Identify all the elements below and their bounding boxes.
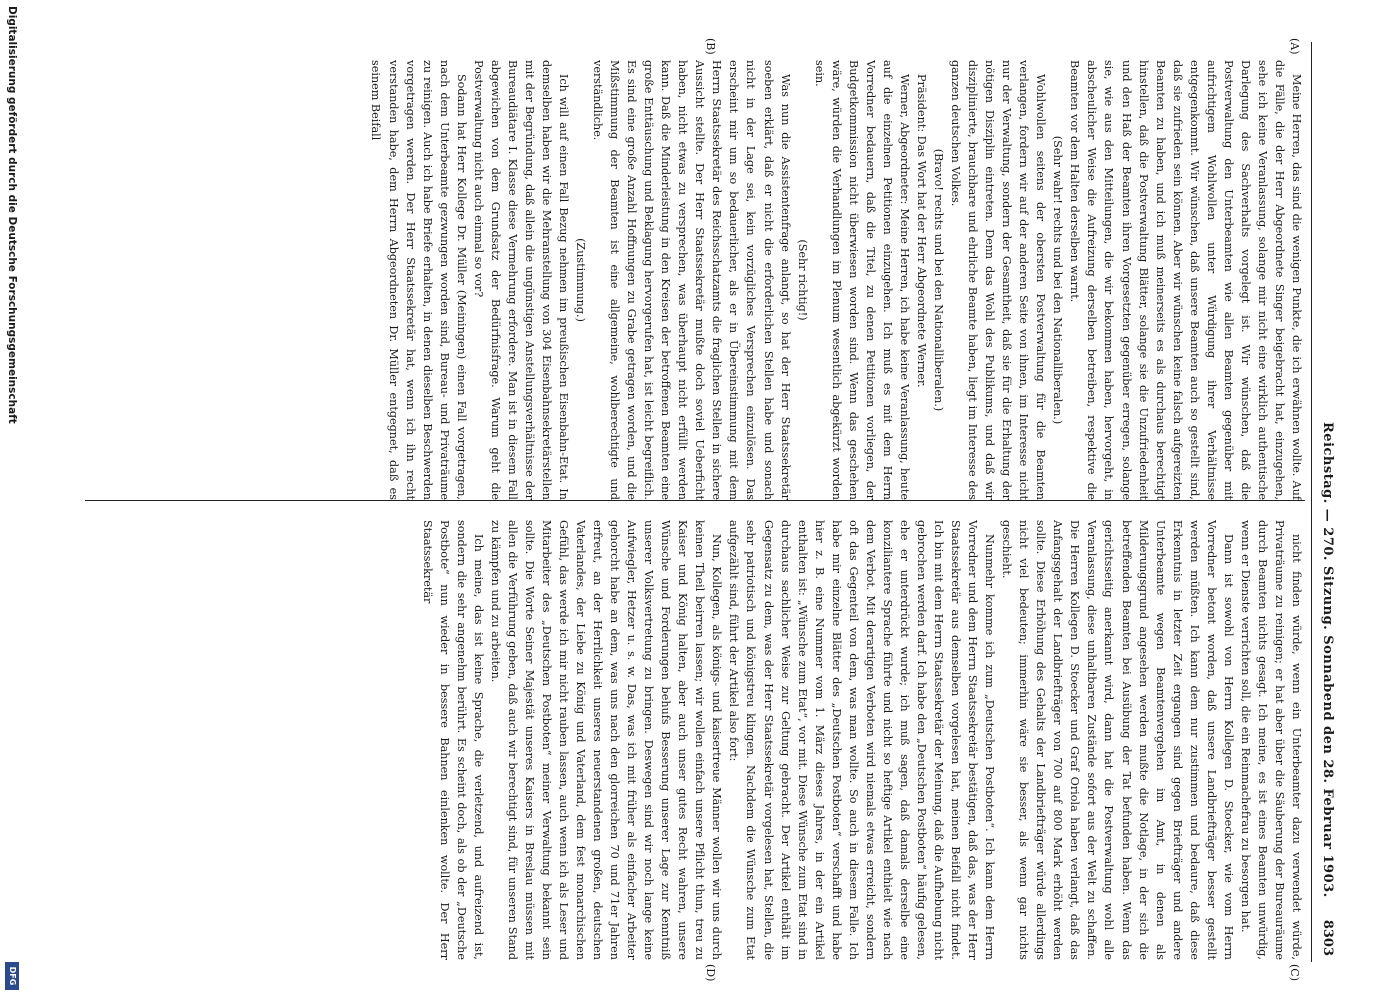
right-column xyxy=(85,520,1305,960)
interjection: (Sehr wahr! rechts und bei den Nationalliberalen.) xyxy=(1051,135,1065,425)
running-title: Reichstag. — 270. Sitzung. Sonnabend den 28. Februar 1903. xyxy=(1320,422,1335,898)
paragraph: Wohlwollen seitens der obersten Postverwaltung für die Beamten verlangen, fordern wir auf der anderen Seite von ihnen, im Interesse nicht nur der Verwaltung, sondern der Gesamtheit, daß sie für die Erhaltung der nötigen Disziplin eintreten. Denn das Wohl des Publikums, und daß wir disziplinierte, brauchbare und ehrliche Beamte haben, liegt im Interesse des ganzen deutschen Volkes. xyxy=(949,60,1048,500)
speaker-paragraph: Werner, Abgeordneter: Meine Herren, ich habe keine Veranlassung, heute auf die einzelnen Petitionen einzugehen. Ich muß es mit dem Herrn Vorredner bedauern, daß die Titel, zu denen Petitionen vorliegen, der Budgetkommission nicht überwiesen worden sind. Wenn das geschehen wäre, würden die Verhandlungen im Plenum wesentlich abgekürzt worden sein. xyxy=(812,60,911,500)
margin-mark-a: (A) xyxy=(1288,38,1301,55)
dfg-logo-icon: DFG xyxy=(5,962,19,990)
digitization-credit xyxy=(0,6,22,996)
interjection: (Bravo! rechts und bei den Nationalliberalen.) xyxy=(932,148,946,412)
page-number: 8303 xyxy=(1320,919,1335,956)
header-rule xyxy=(1311,42,1312,962)
paragraph: Ich will auf einen Fall Bezug nehmen im preußischen Eisenbahn-Etat. In demselben haben wir die Mehranstellung von 304 Eisenbahnsekretärstellen mit der Begründung, daß allein die ungünstigen Anstellungsverhältnisse der Bureaudiätare I. Klasse diese Vermehrung erfordere. Man ist in diesem Fall abgewichen von dem Grundsatz der Bedürfnisfrage. Warum geht die Postverwaltung nicht auch einmal so vor? xyxy=(471,60,570,500)
paragraph: nicht finden würde, wenn ein Unterbeamter dazu verwendet würde, Privaträume zu reinigen; er hat aber über die Säuberung der Bureauräume durch Beamten nichts gesagt. Ich meine, es ist eines Beamten unwürdig, wenn er Dienste verrichten soll, die ein Reinmachefrau zu besorgen hat. xyxy=(1238,520,1303,960)
page-header xyxy=(1313,42,1337,962)
margin-mark-c: (C) xyxy=(1288,964,1301,981)
left-column xyxy=(85,60,1305,500)
paragraph: Meine Herren, das sind die wenigen Punkte, die ich erwähnen wollte. Auf die Fälle, die der Herr Abgeordnete Singer beigebracht hat, einzugehen, sehe ich keine Veranlassung, solange mir nicht eine wirklich authentische Darlegung des Sachverhalts vorgelegt ist. Wir wünschen, daß die Postverwaltung den Unterbeamten wie allen Beamten gegenüber mit aufrichtigem Wohlwollen unter Würdigung ihrer Verhältnisse entgegenkommt. Wir wünschen, daß unsere Beamten auch so gestellt sind, daß sie zufrieden sein können. Aber wir wünschen keine falsch aufgereizten Beamten zu haben, und ich muß meinerseits es als durchaus berechtigt hinstellen, daß die Postverwaltung Blätter, solange sie die Unzufriedenheit und den Haß der Beamten ihren Vorgesetzten gegenüber erregen, solange sie, wie aus den Mitteilungen, die wir bekommen haben, hervorgeht, in abscheulicher Weise die Aufreizung derselben betreiben, respektive die Beamten vor dem Halten derselben warnt. xyxy=(1068,60,1303,500)
speaker-paragraph: Präsident: Das Wort hat der Herr Abgeordnete Werner. xyxy=(914,74,928,388)
paragraph: Ich meine, das ist keine Sprache, die verletzend, und aufreizend ist, sondern die sehr angenehm berührt. Es scheint doch, als ob der „Deutsche Postbote“ nun wieder in bessere Bahnen einlenken wollte. Der Herr Staatssekretär xyxy=(420,520,485,960)
interjection: (Sehr richtig!) xyxy=(795,239,809,321)
paragraph: Was nun die Assistentenfrage anlangt, so hat der Herr Staatssekretär soeben erklärt, daß er nicht die erforderlichen Stellen habe und sonach nicht in der Lage sei, kein vorzügliches Versprechen einzulösen. Das erscheint mir um so bedauerlicher, als er in Übereinstimmung mit dem Herrn Staatssekretär des Reichsschatzamts die fraglichen Stellen in sichere Aussicht stellte. Der Herr Staatssekretär mußte doch soviel Ueberficht haben, nicht etwas zu versprechen, was überhaupt nicht erfüllt werden kann. Daß die Minderleistung in den Kreisen der betroffenen Beamten eine große Enttäuschung und Beklagung hervorgerufen hat, ist leicht begreiflich. Es sind eine große Anzahl Hoffnungen zu Grabe getragen worden, und die Mißstimmung der Beamten ist eine allgemeine, wohlberechtigte und verständliche. xyxy=(591,60,792,500)
column-divider xyxy=(85,500,1305,501)
paragraph: Sodann hat Herr Kollege Dr. Müller (Meiningen) einen Fall vorgetragen, nach dem Unterbeamte gezwungen worden sind, Bureau- und Privaträume zu reinigen. Auch ich habe Briefe erhalten, in denen dieselben Beschwerden vorgetragen werden. Der Herr Staatssekretär hat, wenn ich ihn recht verstanden habe, dem Herrn Abgeordneten Dr. Müller entgegnet, daß es seinem Beifall xyxy=(369,60,468,500)
credit-text: Digitalisierung gefördert durch die Deutsche Forschungsgemeinschaft xyxy=(6,6,18,424)
paragraph: Nunmehr komme ich zum „Deutschen Postboten“. Ich kann dem Herrn Vorredner und dem Herrn Staatssekretär bestätigen, daß das, was der Herr Staatssekretär aus demselben vorgelesen hat, meinen Beifall nicht findet. Ich bin mit dem Herrn Staatssekretär der Meinung, daß die Aufhebung nicht gebrochen werden darf. Ich habe den „Deutschen Postboten“ häufig gelesen, ehe er unterdrückt wurde; ich muß sagen, daß damals derselbe eine konziliantere Sprache führte und nicht so heftige Artikel enthielt wie nach dem Verbot. Mit derartigen Verboten wird niemals etwas erreicht, sondern oft das Gegenteil von dem, was man wollte. So auch in diesem Falle. Ich habe mir einzelne Blätter des „Deutschen Postboten“ verschafft und habe hier z. B. eine Nummer vom 1. März dieses Jahres, in der ein Artikel enthalten ist: „Wünsche zum Etat“, vor mit. Diese Wünsche zum Etat sind in durchaus sachlicher Weise zur Geltung gebracht. Der Artikel enthält im Gegensatz zu dem, was der Herr Staatssekretär vorgelesen hat, Stellen, die sehr patriotisch und königstreu klingen. Nachdem die Wünsche zum Etat aufgezählt sind, führt der Artikel also fort: xyxy=(727,520,997,960)
margin-mark-b: (B) xyxy=(704,38,717,55)
quoted-paragraph: Nun, Kollegen, als königs- und kaisertreue Männer wollen wir uns durch keinen Theil beirren lassen; wir wollen einfach unsere Pflicht thun, treu zu Kaiser und König halten, aber auch unser gutes Recht wahren, unsere Wünsche und Forderungen behufs Besserung unserer Lage zur Kenntniß unserer Volksvertretung zu bringen. Deswegen sind wir noch lange keine Aufwiegler, Hetzer u. s. w. Das, was ich mit früher als einfacher Arbeiter gehorcht habe an dem, was uns nach den glorreichen 70 und 71er Jahren erfreut, an der Herrlichkeit unseres neuerstandenen großen, deutschen Vaterlandes, der Liebe zu König und Vaterland, dem fest monarchischen Gefühl, das werde ich mir nicht rauben lassen, auch wenn ich als Leser und Mitarbeiter des „Deutschen Postboten“ meiner Verwaltung bekannt sein sollte. Die Worte Seiner Majestät unseres Kaisers in Breslau müssen mit allen die Verführung geben, daß auch wir berechtigt sind, für unseren Stand zu kämpfen und zu arbeiten. xyxy=(488,520,724,960)
interjection: (Zustimmung.) xyxy=(574,238,588,322)
margin-mark-d: (D) xyxy=(704,964,717,982)
paragraph: Dann ist sowohl von Herrn Kollegen D. Stoecker, wie vom Herrn Vorredner betont worden, daß unsere Landbriefträger besser gestellt werden müßten. Ich kann dem nur zustimmen und bedaure, daß diese Erkenntnis in letzter Zeit ergangen sind gegen Briefträger und andere Unterbeamte wegen Beamtenvergehen im Amt, in denen als Milderungsgrund angesehen werden mußte die Notlage, in der sich die betreffenden Beamten bei Ausübung der Tat befunden haben. Wenn das gerichtsseitig anerkannt wird, dann hat die Postverwaltung wohl alle Veranlassung, diese unhaltbaren Zustände sofort aus der Welt zu schaffen. Die Herren Kollegen D. Stoecker und Graf Oriola haben verlangt, daß das Anfangsgehalt der Landbriefträger von 700 auf 800 Mark erhöht werden sollte. Diese Erhöhung des Gehalts der Landbriefträger würde allerdings nicht viel bedeuten; immerhin wäre sie besser, als wenn gar nichts geschieht. xyxy=(1000,520,1235,960)
